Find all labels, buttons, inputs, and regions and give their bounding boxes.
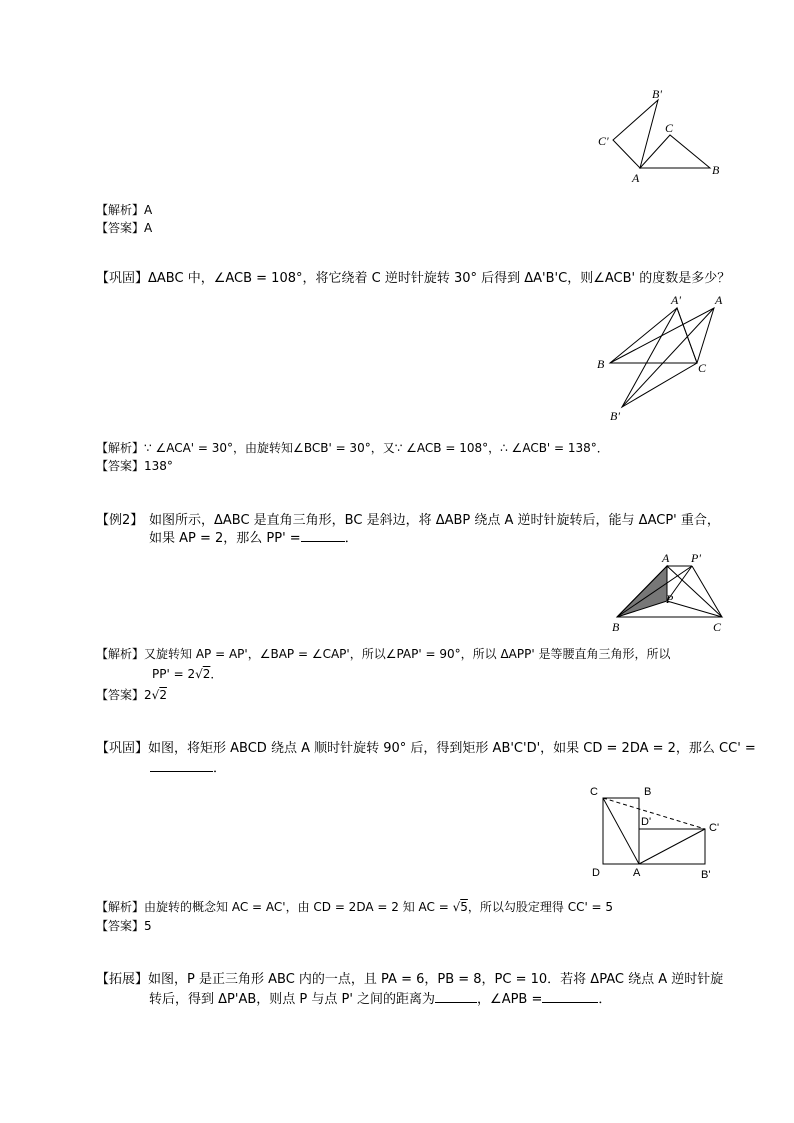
analysis-tag: 【解析】 [96,441,145,455]
fig2-label-b-prime: B' [610,409,620,423]
fig3-label-c: C [713,620,722,634]
analysis-text-2b: ． [210,667,223,681]
analysis-text-2a: PP' = 2 [152,667,196,681]
fig2-label-a: A [715,293,723,307]
analysis-text-a: 由旋转的概念知 AC = AC'，由 CD = 2DA = 2 知 AC = [144,900,453,914]
sqrt-sign: √ [151,688,160,702]
fig1-label-c-prime: C' [598,134,609,148]
fig4-label-b-prime: B' [701,869,711,881]
fig4-line-ac-prime [639,829,705,864]
sqrt-radicand: 2 [202,667,211,681]
question-text-2: ． [213,761,227,776]
fig2-label-c: C [698,361,707,375]
answer-blank-angle[interactable] [542,991,598,1003]
fig1-label-c: C [665,121,674,135]
answer-tag: 【答案】 [96,459,145,473]
answer-text: A [144,221,153,235]
fig2-label-a-prime: A' [671,293,681,307]
fig4-line-ca [603,798,639,864]
fig1-label-b-prime: B' [652,87,662,101]
answer-tag: 【答案】 [96,688,145,702]
sqrt-sign: √ [452,900,461,914]
question-text-2c: ． [598,992,612,1007]
question-line-5b [149,988,611,1007]
answer-text: 138° [144,459,173,473]
answer-text-a: 2 [144,688,152,702]
fig1-label-a: A [632,171,640,185]
analysis-tag: 【解析】 [96,647,145,661]
analysis-text-1: 又旋转知 AP = AP'，∠BAP = ∠CAP'，所以∠PAP' = 90°，所以 ΔAPP' 是等腰直角三角形，所以 [144,647,671,661]
fig3-label-b: B [612,620,620,634]
answer-blank-distance[interactable] [435,991,477,1003]
question-text: ΔABC 中，∠ACB = 108°，将它绕着 C 逆时针旋转 30° 后得到 ΔA'B'C，则∠ACB' 的度数是多少？ [148,271,731,286]
question-tag: 【拓展】 [96,972,149,987]
answer-text: 5 [144,919,152,933]
fig2-label-b: B [597,357,605,371]
question-tag: 【巩固】 [96,271,149,286]
analysis-tag: 【解析】 [96,203,145,217]
fig4-label-d-prime: D' [641,816,652,828]
fig3-label-p-prime: P' [691,551,701,565]
fig3-label-a: A [662,551,670,565]
fig4-label-a: A [633,867,641,879]
fig4-label-c: C [590,786,598,798]
question-text-1: 如图，P 是正三角形 ABC 内的一点，且 PA = 6，PB = 8，PC = 10．若将 ΔPAC 绕点 A 逆时针旋 [148,972,724,987]
analysis-text: A [144,203,153,217]
sqrt-radicand: 2 [159,688,167,702]
answer-tag: 【答案】 [96,221,145,235]
answer-line-4 [96,917,152,934]
question-text-1: 如图，将矩形 ABCD 绕点 A 顺时针旋转 90° 后，得到矩形 AB'C'D'，如果 CD = 2DA = 2，那么 CC' = [148,741,756,756]
fig4-dashed-line-cc-prime [603,798,705,829]
question-text-2a: 如果 AP = 2，那么 PP' = [149,531,301,546]
question-text-2a: 转后，得到 ΔP'AB，则点 P 与点 P' 之间的距离为 [149,992,436,1007]
analysis-text: ∵ ∠ACA' = 30°，由旋转知∠BCB' = 30°，又∵ ∠ACB = 108°，∴ ∠ACB' = 138°． [144,441,609,455]
analysis-line-4 [96,898,613,915]
answer-tag: 【答案】 [96,919,145,933]
fig1-label-b: B [712,163,720,177]
fig4-label-c-prime: C' [709,822,720,834]
fig4-label-b: B [644,786,652,798]
question-line-5a [96,968,723,987]
question-text-2b: ，∠APB = [477,992,543,1007]
analysis-text-b: ，所以勾股定理得 CC' = 5 [467,900,614,914]
question-tag: 【巩固】 [96,741,149,756]
question-text-1: 如图所示，ΔABC 是直角三角形，BC 是斜边，将 ΔABP 绕点 A 逆时针旋转后，能与 ΔACP' 重合， [149,513,720,528]
sqrt-sign: √ [195,667,203,681]
question-tag: 【例2】 [96,513,144,528]
question-text-2b: ． [344,531,358,546]
fig4-label-d: D [592,867,600,879]
analysis-tag: 【解析】 [96,900,145,914]
sqrt-radicand: 5 [460,900,468,914]
fig3-label-p: P [666,592,674,606]
